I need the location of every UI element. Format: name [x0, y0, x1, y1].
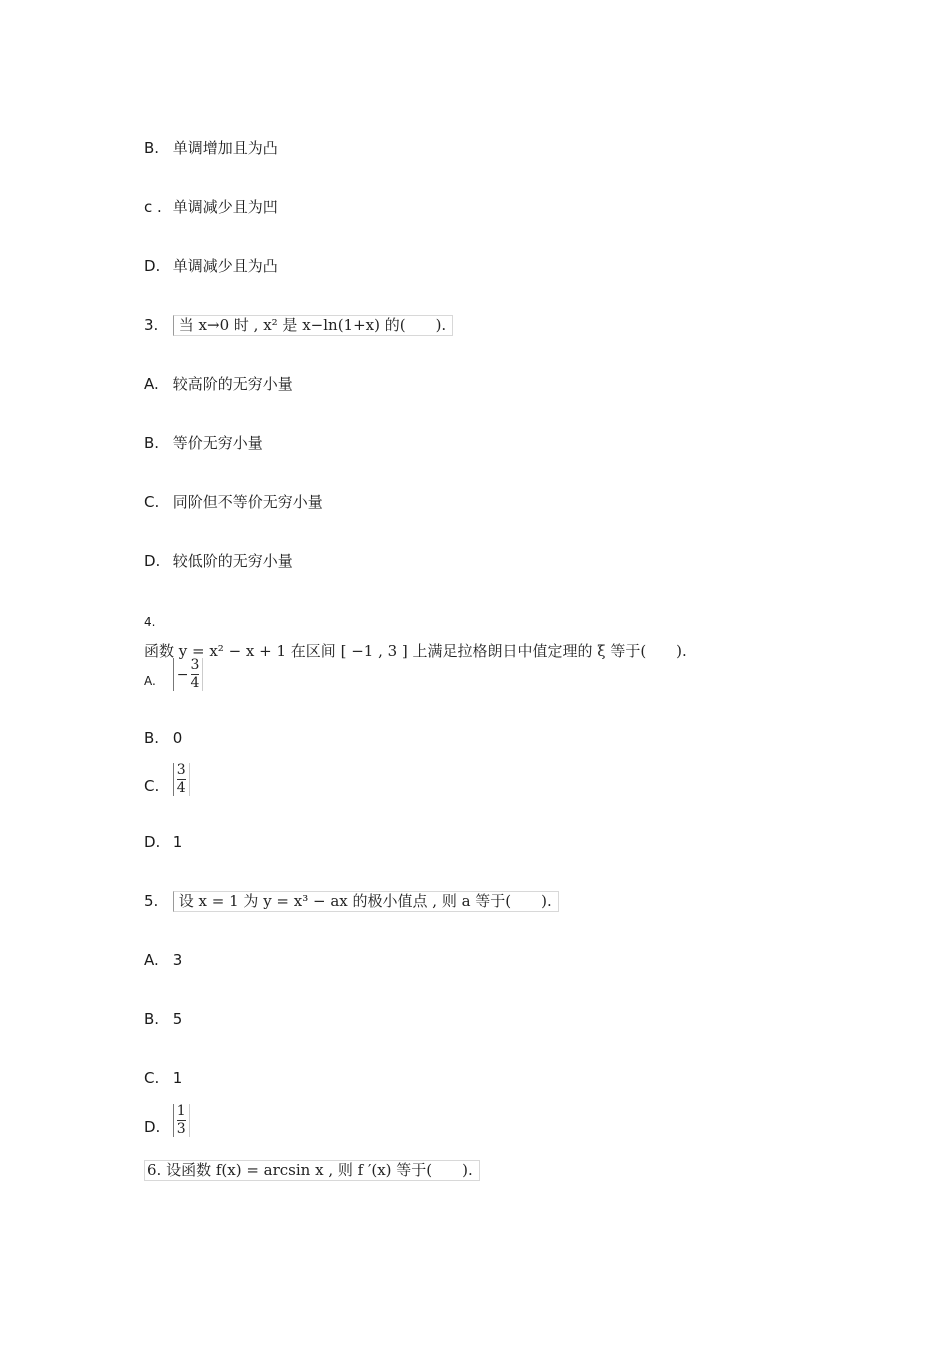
option-text: 1: [172, 833, 183, 851]
q3-option-d: [144, 551, 293, 571]
q5-option-a: [144, 950, 182, 970]
option-text: 同阶但不等价无穷小量: [172, 493, 323, 511]
option-label: B.: [144, 1010, 160, 1028]
q3-option-a: [144, 374, 293, 394]
option-text: 单调减少且为凹: [172, 198, 278, 216]
question-stem-image: 当 x→0 时 , x² 是 x−ln(1+x) 的( ).: [173, 315, 453, 336]
question-stem-image: 设 x = 1 为 y = x³ − ax 的极小值点 , 则 a 等于( ).: [173, 891, 559, 912]
option-label: B.: [144, 434, 160, 452]
option-text: 5: [172, 1010, 183, 1028]
q5-option-d: [144, 1104, 190, 1137]
option-label: B.: [144, 729, 160, 747]
q4-option-a: [144, 658, 203, 691]
option-label: C.: [144, 777, 160, 795]
option-label: D.: [144, 833, 161, 851]
fraction: [173, 658, 204, 691]
fraction-denominator: 3: [176, 1121, 186, 1137]
option-label: D.: [144, 552, 161, 570]
q2-option-b: [144, 138, 278, 158]
option-text: 0: [172, 729, 183, 747]
option-text: 较高阶的无穷小量: [172, 375, 293, 393]
q5-option-c: [144, 1068, 182, 1088]
option-label: A.: [144, 674, 156, 688]
fraction-numerator: 1: [176, 1103, 186, 1119]
q5-option-b: [144, 1009, 182, 1029]
option-text: 3: [172, 951, 183, 969]
fraction-denominator: 4: [176, 780, 186, 796]
question-number: 3.: [144, 316, 159, 334]
option-text: 1: [172, 1069, 183, 1087]
q4-option-b: [144, 728, 182, 748]
q5-stem: [144, 891, 559, 912]
question-stem-image: 6. 设函数 f(x) = arcsin x , 则 f ′(x) 等于( ).: [144, 1160, 480, 1181]
q6-stem: [144, 1160, 480, 1181]
option-text: 等价无穷小量: [172, 434, 263, 452]
fraction: [173, 1104, 190, 1137]
option-label: C.: [144, 493, 160, 511]
minus-sign: −: [176, 666, 189, 683]
q3-option-c: [144, 492, 323, 512]
option-label: D.: [144, 257, 161, 275]
q3-stem: [144, 315, 453, 336]
option-text: 单调增加且为凸: [172, 139, 278, 157]
q4-number: 4.: [144, 615, 156, 629]
q3-option-b: [144, 433, 263, 453]
option-text: 单调减少且为凸: [172, 257, 278, 275]
question-number: 5.: [144, 892, 159, 910]
q4-option-c: [144, 763, 190, 796]
option-label: C.: [144, 1069, 160, 1087]
q2-option-c: [144, 197, 278, 217]
q4-option-d: [144, 832, 182, 852]
fraction-numerator: 3: [190, 657, 200, 673]
q4-stem: [144, 641, 687, 661]
option-label: A.: [144, 951, 159, 969]
fraction: [173, 763, 190, 796]
option-label: D.: [144, 1118, 161, 1136]
option-label: c .: [144, 198, 162, 216]
question-stem-image: 函数 y = x² − x + 1 在区间 [ −1 , 3 ] 上满足拉格朗日中值定理的 ξ 等于( ).: [144, 642, 687, 660]
option-text: 较低阶的无穷小量: [172, 552, 293, 570]
option-label: B.: [144, 139, 160, 157]
fraction-numerator: 3: [176, 762, 186, 778]
fraction-denominator: 4: [190, 675, 200, 691]
option-label: A.: [144, 375, 159, 393]
q2-option-d: [144, 256, 278, 276]
